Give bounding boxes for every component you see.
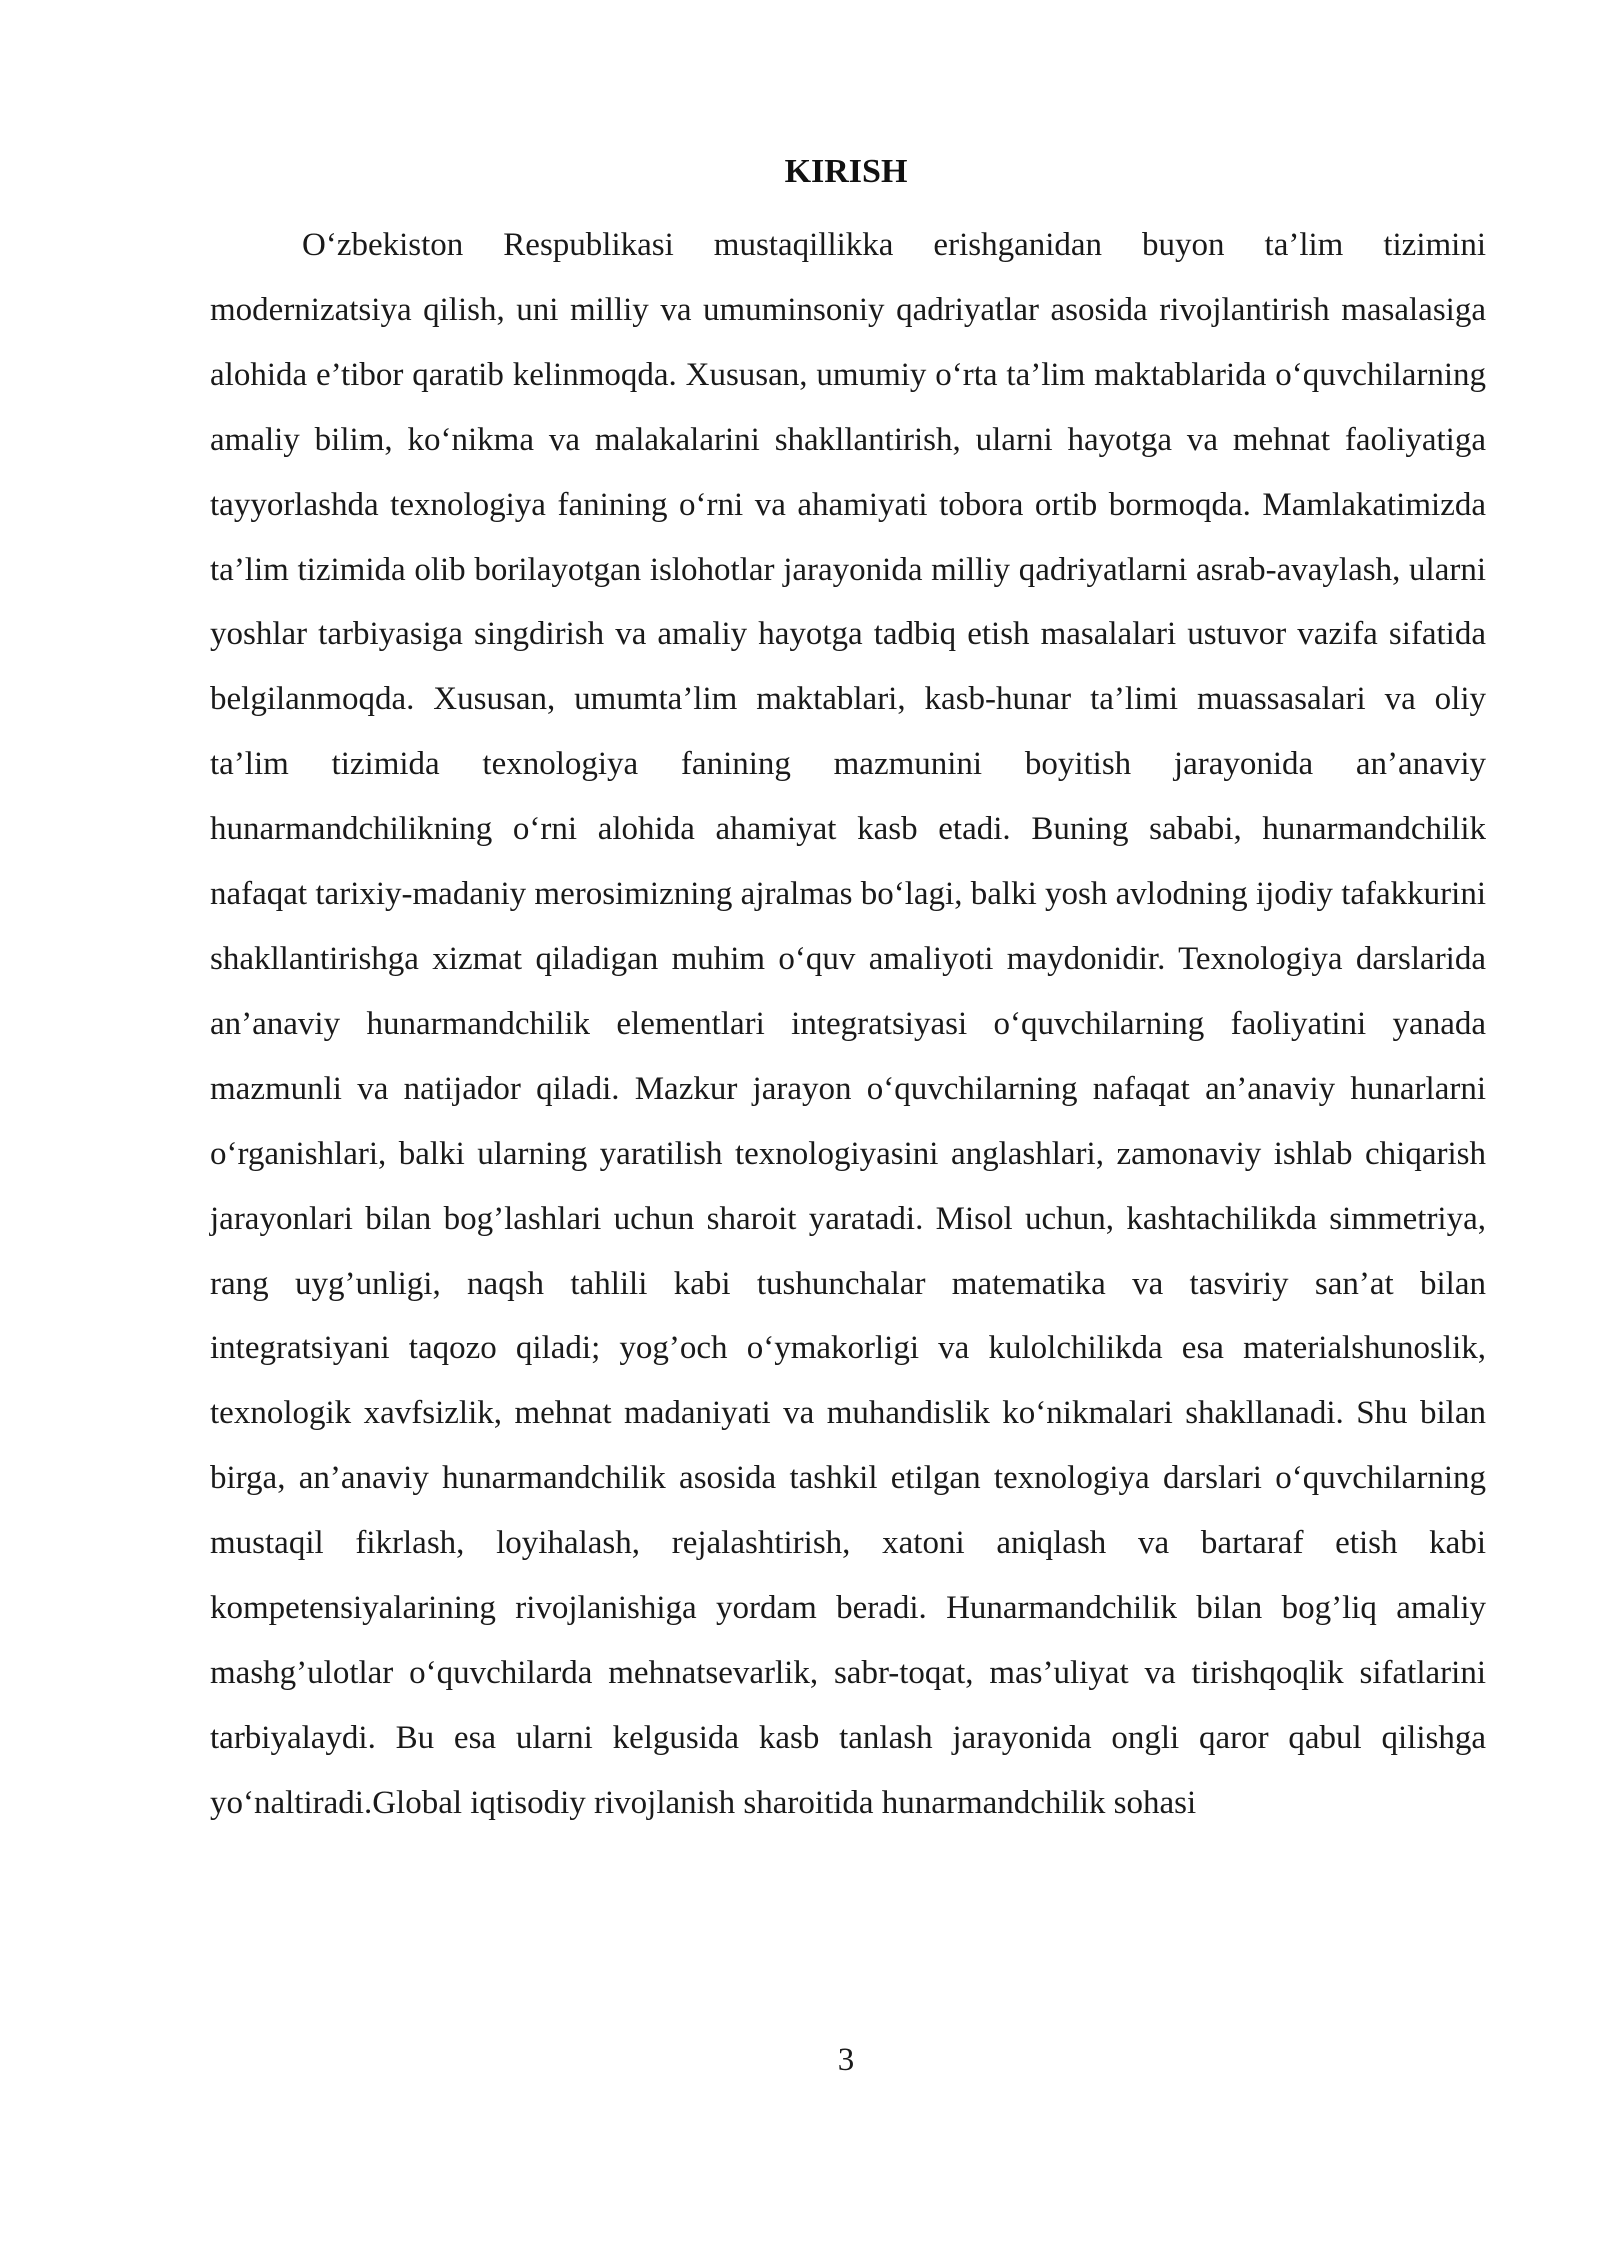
body-paragraph: O‘zbekiston Respublikasi mustaqillikka erishganidan buyon ta’lim tizimini modernizatsiya qilish, uni milliy va umuminsoniy qadriyatlar asosida rivojlantirish masalasiga alohida e’tibor qaratib kelinmoqda. Xususan, umumiy o‘rta ta’lim maktablarida o‘quvchilarning amaliy bilim, ko‘nikma va malakalarini shakllantirish, ularni hayotga va mehnat faoliyatiga tayyorlashda texnologiya fanining o‘rni va ahamiyati tobora ortib bormoqda. Mamlakatimizda ta’lim tizimida olib borilayotgan islohotlar jarayonida milliy qadriyatlarni asrab-avaylash, ularni yoshlar tarbiyasiga singdirish va amaliy hayotga tadbiq etish masalalari ustuvor vazifa sifatida belgilanmoqda. Xususan, umumta’lim maktablari, kasb-hunar ta’limi muassasalari va oliy ta’lim tizimida texnologiya fanining mazmunini boyitish jarayonida an’anaviy hunarmandchilikning o‘rni alohida ahamiyat kasb etadi. Buning sababi, hunarmandchilik nafaqat tarixiy-madaniy merosimizning ajralmas bo‘lagi, balki yosh avlodning ijodiy tafakkurini shakllantirishga xizmat qiladigan muhim o‘quv amaliyoti maydonidir. Texnologiya darslarida an’anaviy hunarmandchilik elementlari integratsiyasi o‘quvchilarning faoliyatini yanada mazmunli va natijador qiladi. Mazkur jarayon o‘quvchilarning nafaqat an’anaviy hunarlarni o‘rganishlari, balki ularning yaratilish texnologiyasini anglashlari, zamonaviy ishlab chiqarish jarayonlari bilan bog’lashlari uchun sharoit yaratadi. Misol uchun, kashtachilikda simmetriya, rang uyg’unligi, naqsh tahlili kabi tushunchalar matematika va tasviriy san’at bilan integratsiyani taqozo qiladi; yog’och o‘ymakorligi va kulolchilikda esa materialshunoslik, texnologik xavfsizlik, mehnat madaniyati va muhandislik ko‘nikmalari shakllanadi. Shu bilan birga, an’anaviy hunarmandchilik asosida tashkil etilgan texnologiya darslari o‘quvchilarning mustaqil fikrlash, loyihalash, rejalashtirish, xatoni aniqlash va bartaraf etish kabi kompetensiyalarining rivojlanishiga yordam beradi. Hunarmandchilik bilan bog’liq amaliy mashg’ulotlar o‘quvchilarda mehnatsevarlik, sabr-toqat, mas’uliyat va tirishqoqlik sifatlarini tarbiyalaydi. Bu esa ularni kelgusida kasb tanlash jarayonida ongli qaror qabul qilishga yo‘naltiradi.Global iqtisodiy rivojlanish sharoitida hunarmandchilik sohasi [210, 227, 1486, 1821]
page-number: 3 [837, 2042, 855, 2078]
section-heading: KIRISH [784, 153, 908, 190]
